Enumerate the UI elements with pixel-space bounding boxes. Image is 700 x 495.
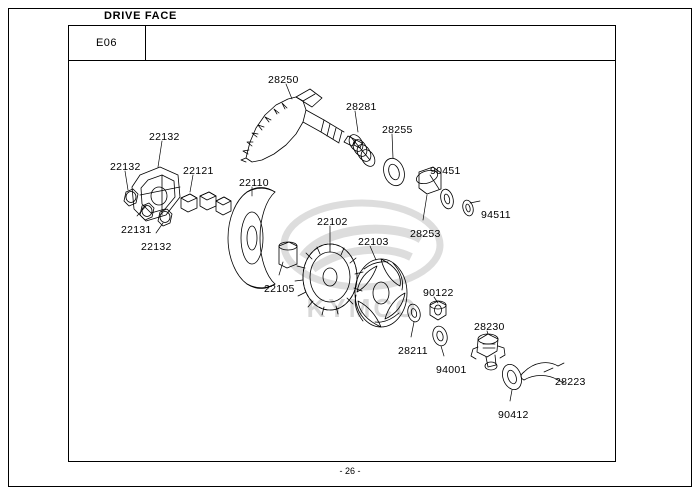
part-label-22103: 22103 (358, 236, 389, 248)
part-label-94511: 94511 (481, 209, 511, 221)
part-label-28230: 28230 (474, 321, 505, 333)
part-label-90451: 90451 (430, 165, 461, 177)
part-label-28223: 28223 (555, 376, 586, 388)
part-label-28211: 28211 (398, 345, 428, 357)
part-label-90122: 90122 (423, 287, 454, 299)
part-label-22132-left: 22132 (110, 161, 141, 173)
part-label-22132-top: 22132 (149, 131, 180, 143)
part-label-22131: 22131 (121, 224, 152, 236)
part-label-28255: 28255 (382, 124, 413, 136)
part-label-90412: 90412 (498, 409, 529, 421)
part-label-22105: 22105 (264, 283, 295, 295)
page-number: - 26 - (339, 466, 361, 476)
part-label-22102: 22102 (317, 216, 348, 228)
part-label-22110: 22110 (239, 177, 269, 189)
part-label-22121: 22121 (183, 165, 214, 177)
watermark-text: KYMCO (306, 293, 419, 323)
part-label-22132-bottom: 22132 (141, 241, 172, 253)
title-bar (68, 25, 616, 61)
part-label-28253: 28253 (410, 228, 441, 240)
section-code-cell (68, 25, 146, 60)
part-label-94001: 94001 (436, 364, 467, 376)
section-code: E06 (95, 36, 118, 49)
sheet-title: DRIVE FACE (104, 10, 178, 22)
part-label-28281: 28281 (346, 101, 377, 113)
part-label-28250: 28250 (268, 74, 299, 86)
